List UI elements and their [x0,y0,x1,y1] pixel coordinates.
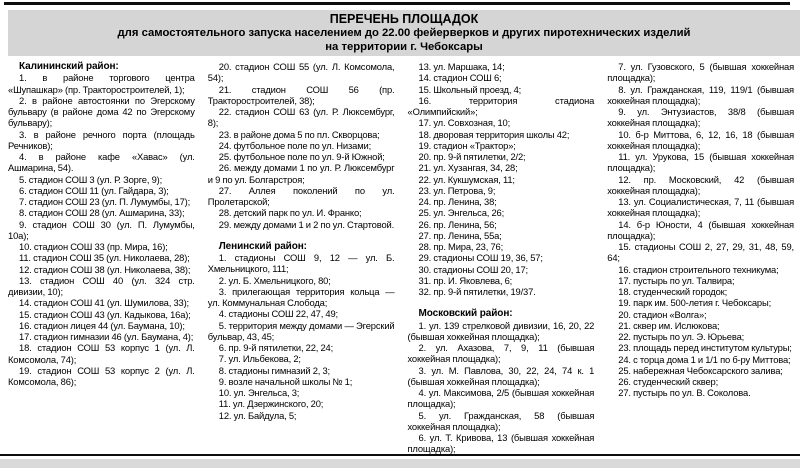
list-item: 28. пр. Мира, 23, 76; [418,241,504,252]
list-item: 19. стадион СОШ 53 корпус 2 (ул. Л. Комсомола, 86); [8,364,195,387]
list-item: 22. пустырь по ул. Э. Юрьева; [618,331,745,342]
list-item: 1. в районе торгового центра «Шупашкар» (пр. Тракторостроителей, 1); [8,72,195,95]
list-item: 12. стадион СОШ 38 (ул. Николаева, 38); [19,263,191,275]
list-item: 23. площадь перед институтом культуры; [618,342,792,354]
list-item: 8. ул. Гражданская, 119, 119/1 (бывшая хоккейная площадка); [607,83,794,106]
list-item: 21. ул. Хузангая, 34, 28; [418,162,518,174]
list-item: 14. стадион СОШ 41 (ул. Шумилова, 33); [19,297,189,309]
list-item: 8. стадионы гимназий 2, 3; [218,364,331,376]
list-item: 4. стадионы СОШ 22, 47, 49; [218,308,339,320]
list-item: 2. ул. Ахазова, 7, 9, 11 (бывшая хоккейная площадка); [407,342,595,365]
list-item: 16. территория стадиона «Олимпийский»; [407,94,595,117]
list-item: 23. в районе дома 5 по пл. Скворцова; [218,128,380,140]
list-item: 21. сквер им. Ислюкова; [618,319,720,331]
list-item: 5. стадион СОШ 3 (ул. Р. Зорге, 9); [19,173,163,185]
list-item: 9. ул. Энтузиастов, 38/8 (бывшая хоккейная площадка); [607,106,794,129]
list-item: 4. ул. Максимова, 2/5 (бывшая хоккейная площадка); [407,387,595,410]
list-item: 13. стадион СОШ 40 (ул. 324 стр. дивизии, 10); [8,274,195,297]
list-item: 3. прилегающая территория кольца — ул. Коммунальная Слобода; [207,285,395,308]
list-item: 7. стадион СОШ 23 (ул. П. Лумумбы, 17); [19,196,191,207]
list-item: 24. с торца дома 1 и 1/1 по б-ру Миттова; [618,353,791,365]
list-item: 23. ул. Петрова, 9; [418,184,496,196]
list-item: 15. стадион СОШ 43 (ул. Кадыкова, 16а); [19,308,191,320]
list-item: 20. стадион СОШ 55 (ул. Л. Комсомола, 54); [207,61,395,84]
list-item: 25. ул. Энгельса, 26; [418,207,505,219]
footer-strip [0,459,800,468]
district-heading: Московский район: [418,308,513,320]
list-item: 22. ул. Кукшумская, 11; [418,173,515,185]
district-heading: Калининский район: [19,61,119,72]
list-item: 12. ул. Байдула, 5; [218,409,297,421]
list-item: 4. в районе кафе «Хавас» (ул. Ашмарина, 54). [8,151,195,174]
list-item: 15. Школьный проезд, 4; [418,83,522,95]
list-item: 3. ул. М. Павлова, 30, 22, 24, 74 к. 1 (бывшая хоккейная площадка); [407,364,595,387]
list-item: 17. ул. Совхозная, 10; [418,117,511,129]
list-item: 10. б-р Миттова, 6, 12, 16, 18 (бывшая хоккейная площадка); [607,128,794,151]
list-item: 15. стадионы СОШ 2, 27, 29, 31, 48, 59, 64; [607,241,794,264]
list-item: 5. ул. Гражданская, 58 (бывшая хоккейная площадка); [407,409,595,432]
list-item: 13. ул. Маршака, 14; [418,61,505,72]
list-item: 14. б-р Юности, 4 (бывшая хоккейная площадка); [607,218,794,241]
list-item: 9. возле начальной школы № 1; [218,375,353,387]
list-item: 27. пр. Ленина, 55а; [418,229,502,241]
list-item: 27. Аллея поколений по ул. Пролетарской; [207,184,395,207]
top-rule [4,2,790,5]
list-item: 32. пр. 9-й пятилетки, 19/37. [418,286,536,297]
list-item: 26. между домами 1 по ул. Р. Люксембург и 9 по ул. Болгарстроя; [207,162,395,185]
list-item: 24. футбольное поле по ул. Низами; [218,139,372,151]
list-item: 19. стадион «Трактор»; [418,139,516,151]
list-item: 30. стадионы СОШ 20, 17; [418,263,528,275]
list-item: 10. ул. Энгельса, 3; [218,387,300,398]
doc-title: ПЕРЕЧЕНЬ ПЛОЩАДОК [329,12,479,26]
list-item: 3. в районе речного порта (площадь Речников); [8,128,195,151]
column-1 [8,61,195,455]
list-item: 8. стадион СОШ 28 (ул. Ашмарина, 33); [19,207,185,219]
list-item: 16. стадион строительного техникума; [618,263,779,275]
list-item: 5. территория между домами — Эгерский бульвар, 43, 45; [207,319,395,342]
list-item: 12. пр. Московский, 42 (бывшая хоккейная площадка); [607,173,794,196]
list-item: 11. стадион СОШ 35 (ул. Николаева, 28); [19,252,190,264]
list-item: 9. стадион СОШ 30 (ул. П. Лумумбы, 10а); [8,218,195,241]
list-item: 24. пр. Ленина, 38; [418,196,497,207]
column-3 [408,61,595,455]
list-item: 13. ул. Социалистическая, 7, 11 (бывшая хоккейная площадка); [607,196,794,219]
list-item: 27. пустырь по ул. В. Соколова. [618,387,751,399]
list-item: 25. набережная Чебоксарского залива; [618,364,783,376]
column-2 [208,61,395,455]
list-item: 1. ул. 139 стрелковой дивизии, 16, 20, 22 (бывшая хоккейная площадка); [407,319,595,342]
header-box [8,10,800,56]
list-item: 6. ул. Т. Кривова, 13 (бывшая хоккейная площадка); [407,432,595,455]
list-item: 21. стадион СОШ 56 (пр. Тракторостроителей, 38); [207,83,395,106]
list-item: 19. парк им. 500-летия г. Чебоксары; [618,297,772,309]
doc-subtitle-line1: для самостоятельного запуска населением до 22.00 фейерверков и других пиротехнических изделий [117,27,691,39]
list-item: 29. между домами 1 и 2 по ул. Стартовой. [218,218,395,230]
list-item: 28. детский парк по ул. И. Франко; [218,207,362,219]
list-item: 22. стадион СОШ 63 (ул. Р. Люксембург, 8); [207,106,395,129]
list-item: 2. ул. Б. Хмельницкого, 80; [218,274,331,286]
list-item: 31. пр. И. Яковлева, 6; [418,274,513,286]
list-item: 7. ул. Ильбекова, 2; [218,353,301,365]
list-item: 1. стадионы СОШ 9, 12 — ул. Б. Хмельницкого, 111; [207,252,395,275]
list-item: 17. стадион гимназии 46 (ул. Баумана, 4); [19,331,194,342]
list-item: 18. дворовая территория школы 42; [418,128,570,140]
bottom-rule [0,454,800,456]
list-item: 16. стадион лицея 44 (ул. Баумана, 10); [19,319,185,331]
list-item: 14. стадион СОШ 6; [418,72,502,84]
list-item: 25. футбольное поле по ул. 9-й Южной; [218,151,385,162]
list-item: 17. пустырь по ул. Талвира; [618,274,735,286]
list-item: 6. стадион СОШ 11 (ул. Гайдара, 3); [19,184,169,196]
district-heading: Ленинский район: [218,240,307,252]
list-item: 18. студенческий городок; [618,286,728,297]
column-4 [607,61,794,455]
list-item: 26. студенческий сквер; [618,376,719,387]
list-item: 11. ул. Урукова, 15 (бывшая хоккейная площадка); [607,151,794,174]
list-item: 6. пр. 9-й пятилетки, 22, 24; [218,342,334,353]
list-item: 20. пр. 9-й пятилетки, 2/2; [418,151,526,162]
list-item: 18. стадион СОШ 53 корпус 1 (ул. Л. Комсомола, 74); [8,342,195,365]
list-item: 29. стадионы СОШ 19, 36, 57; [418,252,543,264]
list-item: 7. ул. Гузовского, 5 (бывшая хоккейная площадка); [607,61,794,84]
columns [8,61,794,455]
list-item: 10. стадион СОШ 33 (пр. Мира, 16); [19,241,168,252]
list-item: 26. пр. Ленина, 56; [418,218,497,230]
list-item: 11. ул. Дзержинского, 20; [218,398,324,410]
list-item: 20. стадион «Волга»; [618,308,707,320]
list-item: 2. в районе автостоянки по Эгерскому бульвару (в районе дома 42 по Эгерскому бульвару); [8,94,195,129]
doc-subtitle-line2: на территории г. Чебоксары [325,40,483,53]
